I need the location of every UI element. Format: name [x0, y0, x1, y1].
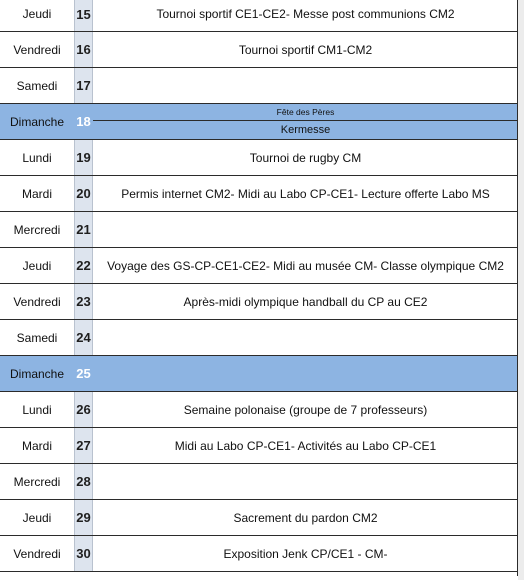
day-name-cell[interactable]: Jeudi — [22, 258, 52, 273]
event-cell[interactable]: Tournoi de rugby CM — [249, 150, 362, 165]
date-number-cell[interactable]: 19 — [74, 140, 93, 175]
event-cell[interactable] — [93, 464, 518, 499]
date-number-cell[interactable]: 27 — [74, 428, 93, 463]
day-name-cell[interactable]: Lundi — [22, 150, 52, 165]
calendar-row[interactable] — [0, 392, 518, 428]
day-name-cell[interactable]: Jeudi — [22, 7, 52, 21]
event-cell[interactable]: Après-midi olympique handball du CP au CE2 — [183, 294, 428, 309]
event-bottom-text[interactable]: Kermesse — [280, 124, 331, 136]
date-number-cell[interactable]: 25 — [74, 356, 93, 391]
day-name-cell[interactable]: Samedi — [16, 78, 58, 93]
calendar-row[interactable] — [0, 176, 518, 212]
event-cell[interactable]: Exposition Jenk CP/CE1 - CM- — [223, 546, 388, 561]
calendar-row[interactable] — [0, 140, 518, 176]
day-name-cell[interactable]: Mardi — [21, 438, 52, 453]
calendar-row[interactable] — [0, 320, 518, 356]
date-number-cell[interactable]: 23 — [74, 284, 93, 319]
date-number-cell[interactable]: 20 — [74, 176, 93, 211]
day-name-cell[interactable]: Vendredi — [13, 294, 61, 309]
event-cell[interactable] — [93, 68, 518, 103]
day-name-cell[interactable]: Mardi — [21, 186, 52, 201]
calendar-row[interactable] — [0, 536, 518, 572]
event-cell[interactable] — [93, 212, 518, 247]
event-cell[interactable]: Midi au Labo CP-CE1- Activités au Labo CP-CE1 — [174, 438, 437, 453]
date-number-cell[interactable]: 26 — [74, 392, 93, 427]
date-number-cell[interactable]: 30 — [74, 536, 93, 571]
date-number-cell[interactable]: 21 — [74, 212, 93, 247]
event-cell[interactable]: Sacrement du pardon CM2 — [233, 510, 378, 525]
event-cell[interactable] — [93, 320, 518, 355]
date-number-cell[interactable]: 22 — [74, 248, 93, 283]
event-cell[interactable]: Semaine polonaise (groupe de 7 professeurs) — [183, 402, 428, 417]
event-cell[interactable]: Voyage des GS-CP-CE1-CE2- Midi au musée CM- Classe olympique CM2 — [107, 258, 504, 273]
date-number-cell[interactable]: 24 — [74, 320, 93, 355]
calendar-row[interactable] — [0, 464, 518, 500]
date-number-cell[interactable]: 18 — [74, 104, 93, 139]
date-number-cell[interactable]: 16 — [74, 32, 93, 67]
calendar-row[interactable] — [0, 104, 518, 140]
calendar-row[interactable] — [0, 0, 518, 32]
calendar-row[interactable] — [0, 356, 518, 392]
day-name-cell[interactable]: Dimanche — [9, 366, 65, 381]
sheet-right-margin — [518, 0, 524, 580]
event-cell[interactable]: Tournoi sportif CE1-CE2- Messe post communions CM2 — [156, 7, 455, 21]
event-cell[interactable] — [93, 356, 518, 391]
day-name-cell[interactable]: Lundi — [22, 402, 52, 417]
day-name-cell[interactable]: Mercredi — [13, 474, 61, 489]
calendar-row[interactable] — [0, 248, 518, 284]
date-number-cell[interactable]: 17 — [74, 68, 93, 103]
date-number-cell[interactable]: 28 — [74, 464, 93, 499]
day-name-cell[interactable]: Vendredi — [13, 546, 61, 561]
day-name-cell[interactable]: Vendredi — [13, 42, 61, 57]
day-name-cell[interactable]: Mercredi — [13, 222, 61, 237]
date-number-cell[interactable]: 15 — [74, 0, 93, 31]
day-name-cell[interactable]: Jeudi — [22, 510, 52, 525]
event-cell[interactable]: Tournoi sportif CM1-CM2 — [238, 42, 373, 57]
day-name-cell[interactable]: Dimanche — [9, 114, 65, 129]
calendar-row[interactable] — [0, 428, 518, 464]
event-top-text[interactable]: Fête des Pères — [93, 104, 518, 121]
day-name-cell[interactable]: Samedi — [16, 330, 58, 345]
calendar-row[interactable] — [0, 284, 518, 320]
calendar-row[interactable] — [0, 500, 518, 536]
event-cell[interactable]: Permis internet CM2- Midi au Labo CP-CE1- Lecture offerte Labo MS — [121, 186, 490, 201]
date-number-cell[interactable]: 29 — [74, 500, 93, 535]
calendar-row[interactable] — [0, 212, 518, 248]
calendar-row[interactable] — [0, 32, 518, 68]
event-cell-split[interactable] — [93, 104, 518, 139]
calendar-row[interactable] — [0, 68, 518, 104]
